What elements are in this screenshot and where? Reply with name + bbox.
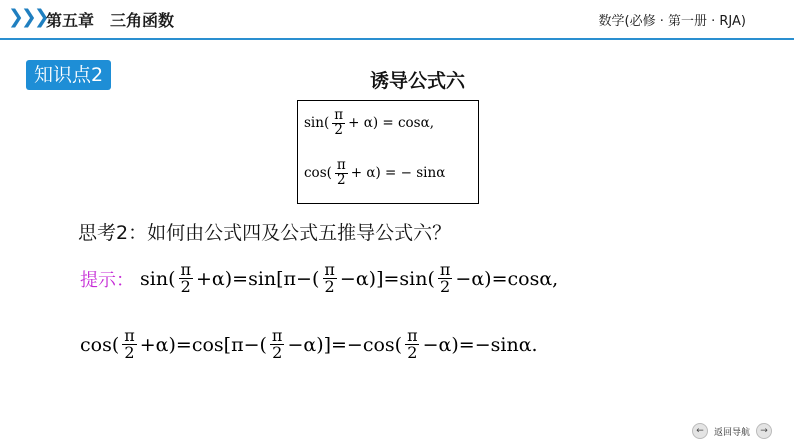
math-text: −α)=cosα, bbox=[455, 267, 559, 290]
return-nav-link[interactable]: 返回导航 bbox=[713, 427, 750, 438]
hint-label: 提示： bbox=[80, 269, 134, 291]
fraction bbox=[178, 262, 193, 295]
fraction-numerator: π bbox=[336, 157, 346, 173]
fraction-denominator: 2 bbox=[272, 343, 283, 362]
prev-arrow-icon[interactable]: ← bbox=[692, 423, 708, 439]
header-divider bbox=[0, 38, 794, 40]
derivation-line-1 bbox=[80, 262, 558, 295]
math-text: −α)]=sin( bbox=[339, 267, 435, 290]
fraction bbox=[332, 109, 345, 137]
formula-box bbox=[297, 100, 479, 204]
knowledge-point-badge: 知识点2 bbox=[26, 60, 111, 90]
fraction-numerator: π bbox=[407, 326, 418, 345]
formula-text: + α) = cosα, bbox=[348, 115, 434, 131]
header-bar bbox=[0, 0, 794, 40]
fraction-numerator: π bbox=[334, 107, 344, 123]
question-text: 思考2：如何由公式四及公式五推导公式六？ bbox=[78, 222, 452, 244]
navigation-bar bbox=[692, 423, 772, 439]
formula-text: + α) = − sinα bbox=[350, 165, 446, 181]
fraction-denominator: 2 bbox=[180, 277, 191, 296]
math-text: −α)]=−cos( bbox=[287, 333, 403, 356]
fraction-denominator: 2 bbox=[407, 343, 418, 362]
math-text: +α)=sin[π−( bbox=[196, 267, 320, 290]
book-title: 数学(必修 · 第一册 · RJA) bbox=[598, 14, 746, 29]
fraction-numerator: π bbox=[271, 326, 283, 345]
fraction-numerator: π bbox=[124, 326, 135, 345]
fraction bbox=[335, 159, 348, 187]
formula-row-cos bbox=[304, 159, 445, 187]
fraction bbox=[438, 262, 453, 295]
fraction-numerator: π bbox=[180, 260, 191, 279]
formula-text: sin( bbox=[304, 115, 330, 131]
fraction bbox=[122, 328, 137, 361]
math-text: −α)=−sinα. bbox=[422, 333, 538, 356]
formula-text: cos( bbox=[304, 165, 332, 181]
derivation-line-2 bbox=[80, 328, 538, 361]
fraction bbox=[405, 328, 420, 361]
fraction-numerator: π bbox=[439, 260, 451, 279]
chapter-title: 第五章 三角函数 bbox=[46, 11, 175, 30]
math-text: +α)=cos[π−( bbox=[139, 333, 267, 356]
fraction-denominator: 2 bbox=[337, 171, 346, 188]
fraction bbox=[270, 328, 285, 361]
fraction-denominator: 2 bbox=[124, 343, 135, 362]
fraction bbox=[322, 262, 337, 295]
fraction-denominator: 2 bbox=[334, 121, 343, 138]
fraction-denominator: 2 bbox=[324, 277, 335, 296]
fraction-numerator: π bbox=[324, 260, 335, 279]
slide-title: 诱导公式六 bbox=[370, 70, 466, 92]
formula-row-sin bbox=[304, 109, 434, 137]
next-arrow-icon[interactable]: → bbox=[756, 423, 772, 439]
math-text: sin( bbox=[140, 267, 176, 290]
math-text: cos( bbox=[80, 333, 120, 356]
fraction-denominator: 2 bbox=[440, 277, 451, 296]
chevrons-icon: ❯❯❯ bbox=[8, 6, 47, 28]
